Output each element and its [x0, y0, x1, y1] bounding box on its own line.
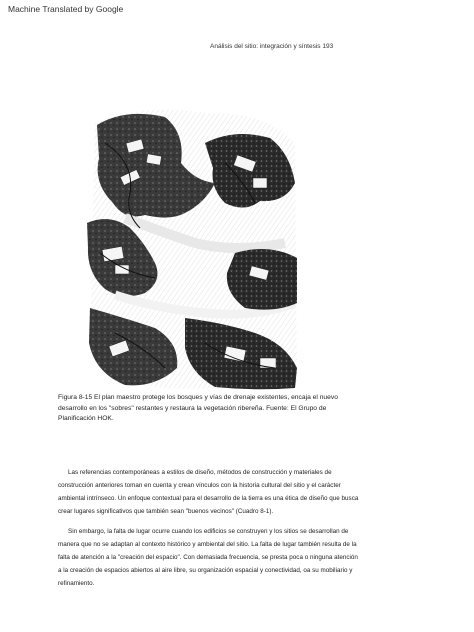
- machine-translation-banner: Machine Translated by Google: [8, 4, 124, 14]
- running-header: Análisis del sitio: integración y síntesis 193: [210, 43, 334, 50]
- figure-caption: Figura 8-15 El plan maestro protege los bosques y vías de drenaje existentes, encaja el nuevo desarrollo en los "sobres" restantes y restaura la vegetación ribereña. Fuente: El Grupo de Planificación HOK.: [58, 394, 338, 422]
- master-plan-map-image: [85, 103, 300, 393]
- site-master-plan-figure: [85, 103, 300, 393]
- body-paragraph-2: Sin embargo, la falta de lugar ocurre cuando los edificios se construyen y los sitios se desarrollan de manera que no se adaptan al contexto histórico y ambiental del sitio. La falta de lugar también resulta de la falta de atención a la "creación del espacio". Con demasiada frecuencia, se presta poca o ninguna atención a la creación de espacios abiertos al aire libre, su organización espacial y conectividad, oa su mobiliario y refinamiento.: [58, 528, 358, 588]
- body-paragraph-1: Las referencias contemporáneas a estilos de diseño, métodos de construcción y materiales de construcción anteriores toman en cuenta y crean vínculos con la historia cultural del sitio y el carácter ambiental intrínseco. Un enfoque contextual para el desarrollo de la tierra es una ética de diseño que busca crear lugares significativos que también sean "buenos vecinos" (Cuadro 8-1).: [58, 469, 359, 516]
